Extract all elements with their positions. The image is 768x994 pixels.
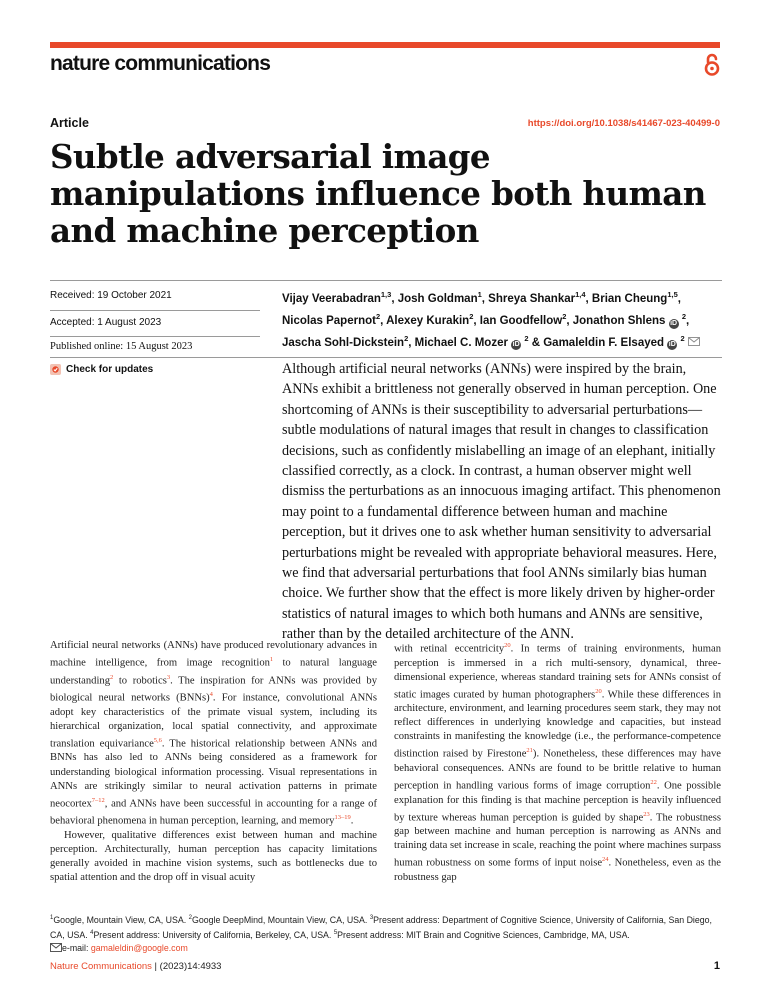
author-affiliation-ref: 2 xyxy=(562,311,567,321)
email-link[interactable]: gamaleldin@google.com xyxy=(90,942,188,953)
author-affiliation-ref: 2 xyxy=(680,333,685,343)
citation-ref[interactable]: 20 xyxy=(595,687,602,695)
journal-name[interactable]: nature communications xyxy=(50,52,271,75)
citation-ref[interactable]: 24 xyxy=(602,856,609,864)
corresponding-author-mail-icon[interactable] xyxy=(688,337,700,346)
doi-link[interactable]: https://doi.org/10.1038/s41467-023-40499-0 xyxy=(527,118,720,129)
abstract: Although artificial neural networks (ANNs) were inspired by the brain, ANNs exhibit a brittleness not generally observed in human perception. One shortcoming of ANNs is their susceptibility to adversarial perturbations—subtle modulations of natural images that result in changes to classification decisions, such as confidently mislabelling an image of an elephant, initially classified correctly, as a clock. In contrast, a human observer might well dismiss the perturbations as an innocuous imaging artifact. This phenomenon may point to a fundamental difference between human and machine perception, but it drives one to ask whether human sensitivity to adversarial perturbations might be revealed with appropriate behavioral measures. Here, we find that adversarial perturbations that fool ANNs similarly bias human choice. We further show that the effect is more likely driven by higher-order statistics of natural images to which both humans and ANNs are sensitive, rather than by the detailed architecture of the ANN. xyxy=(282,361,721,643)
received-date: Received: 19 October 2021 xyxy=(50,290,172,301)
citation-ref[interactable]: 1 xyxy=(50,915,54,921)
author-affiliation-ref: 2 xyxy=(404,333,409,343)
author-name[interactable]: Jonathon Shlens xyxy=(572,314,666,327)
author-affiliation-ref: 2 xyxy=(681,311,686,321)
author-affiliation-ref: 1,5 xyxy=(667,290,678,299)
citation-ref[interactable]: 1 xyxy=(269,656,274,664)
author-affiliation-ref: 2 xyxy=(469,311,474,321)
author-list: Vijay Veerabadran$^{1,3}$, Josh Goldman$^1$, Shreya Shankar$^{1,4}$, Brian Cheung$^{1,5}$, Nicolas Papernot$^2$, Alexey Kurakin$^2$, Ian Goodfellow$^2$, Jonathon Shlens iD $^2$, Jascha Sohl-Dickstein$^2$, Michael C. Mozer iD $^2$ & Gamaleldin F. Elsayed iD $^2$ xyxy=(282,286,722,351)
check-for-updates-button[interactable] xyxy=(50,364,153,375)
published-date: Published online: 15 August 2023 xyxy=(50,341,193,352)
author-name[interactable]: Ian Goodfellow xyxy=(479,314,563,327)
orcid-icon[interactable]: iD xyxy=(668,341,676,349)
author-affiliation-ref: 1 xyxy=(477,290,482,299)
header-accent-bar xyxy=(50,42,720,48)
citation-ref[interactable]: 23 xyxy=(643,810,650,818)
author-affiliation-ref: 1,4 xyxy=(575,290,586,299)
citation-ref[interactable]: 5,6 xyxy=(153,736,162,744)
orcid-icon[interactable]: iD xyxy=(512,341,520,349)
citation-ref[interactable]: 13–19 xyxy=(334,814,351,822)
page-number: 1 xyxy=(713,960,720,972)
author-name[interactable]: Brian Cheung xyxy=(591,292,668,305)
orcid-icon[interactable]: iD xyxy=(670,319,678,327)
citation-ref[interactable]: 20 xyxy=(504,642,511,649)
footer-journal-link[interactable]: Nature Communications xyxy=(50,961,152,972)
citation-ref[interactable]: 2 xyxy=(188,915,192,921)
author-affiliation-ref: 2 xyxy=(375,311,381,321)
divider xyxy=(50,310,260,311)
footer-citation: Nature Communications | (2023)14:4933 xyxy=(50,961,222,972)
email-label: e-mail: xyxy=(62,942,91,953)
open-access-icon[interactable] xyxy=(702,53,722,77)
citation-ref[interactable]: 21 xyxy=(526,747,533,755)
citation-ref[interactable]: 3 xyxy=(369,915,374,921)
divider xyxy=(50,336,260,337)
author-name[interactable]: Shreya Shankar xyxy=(488,292,576,305)
affiliations-footnote xyxy=(50,912,722,955)
author-name[interactable]: Jascha Sohl-Dickstein xyxy=(282,336,405,349)
author-name[interactable]: Michael C. Mozer xyxy=(414,336,508,349)
accepted-date: Accepted: 1 August 2023 xyxy=(50,317,162,328)
citation-ref[interactable]: 4 xyxy=(209,691,213,699)
body-paragraph: Artificial neural networks (ANNs) have produced revolutionary advances in machine intelligence, from image recognition$^1$ to natural language understanding$^2$ to robotics$^3$. The inspiration for ANNs was provided by biological neural networks (BNNs)$^4$. For instance, convolutional ANNs adopt key characteristics of the primate visual system, including its hierarchical organization, local spatial connectivity, and approximate translation equivariance$^{5,6}$. The historical relationship between ANNs and BNNs has also led to ANNs being considered as a framework for understanding biological information processing. Visual representations in ANNs are strikingly similar to neural activation patterns in primate neocortex$^{7-12}$, and ANNs have been successful in accounting for a range of behavioral phenomena in human perception, learning, and memory$^{13-19}$. xyxy=(50,640,377,827)
citation-ref[interactable]: 2 xyxy=(110,673,114,681)
email-icon xyxy=(50,943,62,952)
article-title: Subtle adversarial image manipulations influence both human and machine perception xyxy=(50,137,706,250)
footer-volume: (2023)14:4933 xyxy=(159,961,222,972)
article-type-label: Article xyxy=(50,116,89,130)
body-column-left xyxy=(50,639,377,885)
author-name[interactable]: Nicolas Papernot xyxy=(282,314,376,327)
body-paragraph: However, qualitative differences exist between human and machine perception. Architecturally, human perception has capacity limitations generally avoided in machine vision systems, such as bottlenecks due to spatial attention and the drop off in visual acuity xyxy=(50,829,377,883)
author-name[interactable]: Alexey Kurakin xyxy=(386,314,470,327)
divider xyxy=(50,280,722,281)
citation-ref[interactable]: 22 xyxy=(650,779,657,787)
affiliations-text: $^1$Google, Mountain View, CA, USA. $^2$Google DeepMind, Mountain View, CA, USA. $^3$Present address: Department of Cognitive Science, University of California, San Diego, CA, USA. $^4$Present address: University of California, Berkeley, CA, USA. $^5$Present address: MIT Brain and Cognitive Sciences, Cambridge, MA, USA. xyxy=(50,914,712,940)
citation-ref[interactable]: 5 xyxy=(333,929,338,936)
check-updates-icon xyxy=(50,364,61,375)
citation-ref[interactable]: 4 xyxy=(90,929,94,936)
citation-ref[interactable]: 7–12 xyxy=(91,796,105,804)
check-updates-label: Check for updates xyxy=(66,364,154,375)
body-column-right xyxy=(394,639,721,885)
author-name[interactable]: Vijay Veerabadran xyxy=(282,292,381,305)
author-name[interactable]: Gamaleldin F. Elsayed xyxy=(543,336,665,349)
author-affiliation-ref: 1,3 xyxy=(380,290,392,299)
body-paragraph: with retinal eccentricity$^{20}$. In terms of training environments, human perception is immersed in a rich multi-sensory, dynamical, three-dimensional experience, whereas standard training sets for ANNs consist of static images curated by human photographers$^{20}$. While these differences in architecture, environment, and learning procedures seem stark, they may not reflect differences in underlying knowledge and capacities, but instead constraints in manifesting the knowledge (i.e., the performance-competence distinction raised by Firestone$^{21}$). Nonetheless, these differences may have behavioral consequences. ANNs are found to be brittle relative to human perception in handling various forms of image corruption$^{22}$. One possible explanation for this finding is that machine perception is heavily influenced by texture whereas human perception is guided by shape$^{23}$. The robustness gap between machine and human perception is narrowing as ANNs and training data set increase in scale, reaching the point where machines surpass human robustness on some forms of input noise$^{24}$. Nonetheless, even as the robustness gap xyxy=(394,642,721,883)
divider xyxy=(50,357,722,358)
author-affiliation-ref: 2 xyxy=(524,333,529,343)
citation-ref[interactable]: 3 xyxy=(166,673,171,681)
author-name[interactable]: Josh Goldman xyxy=(397,292,478,305)
